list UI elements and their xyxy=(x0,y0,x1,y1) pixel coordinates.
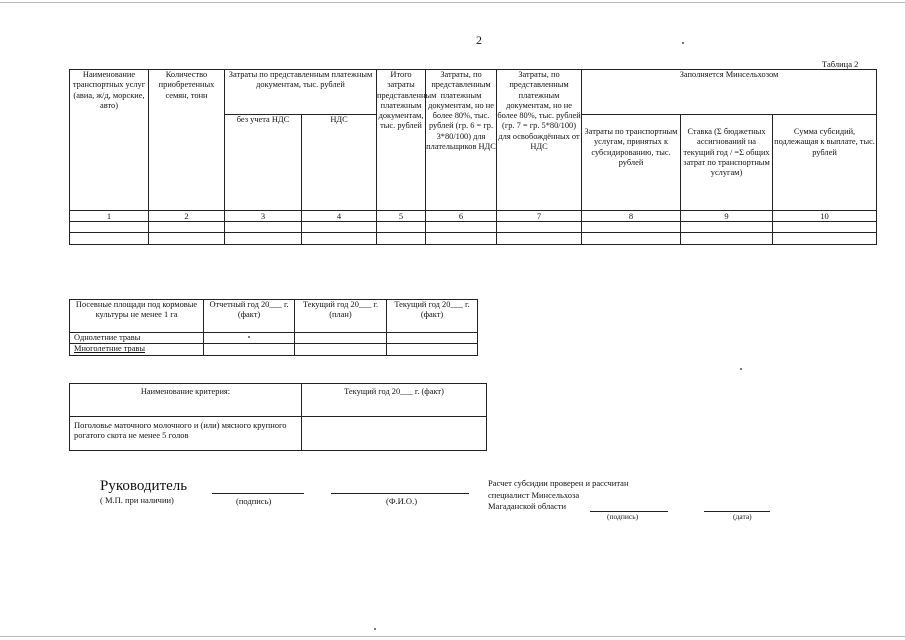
scan-edge-line xyxy=(0,2,905,3)
col-rate: Ставка (Σ бюджетных ассигнований на текущий год / =Σ общих затрат по транспортным услугам) xyxy=(681,115,773,211)
col-current-year-plan: Текущий год 20___ г. (план) xyxy=(295,300,387,333)
check-line: Магаданской области xyxy=(488,501,567,511)
col-current-year-fact: Текущий год 20___ г. (факт) xyxy=(302,384,487,417)
column-number: 7 xyxy=(497,211,582,222)
forage-areas-table xyxy=(69,299,478,356)
column-number: 10 xyxy=(773,211,877,222)
column-number: 2 xyxy=(149,211,225,222)
col-vat: НДС xyxy=(302,115,377,211)
signature-caption: (подпись) xyxy=(236,496,272,506)
check-statement xyxy=(488,478,629,513)
table-row xyxy=(70,233,877,245)
col-group-costs: Затраты по представленным платежным документам, тыс. рублей xyxy=(225,70,377,115)
column-number: 5 xyxy=(377,211,426,222)
table-label: Таблица 2 xyxy=(822,59,859,69)
fio-caption: (Ф.И.О.) xyxy=(386,496,418,506)
table-row xyxy=(70,222,877,233)
scan-speck xyxy=(682,42,684,44)
date-caption: (дата) xyxy=(733,512,752,521)
col-transport-services: Наименование транспортных услуг (авиа, ж/д, морские, авто) xyxy=(70,70,149,211)
col-reporting-year-fact: Отчетный год 20___ г. (факт) xyxy=(204,300,295,333)
column-number: 6 xyxy=(426,211,497,222)
column-number: 8 xyxy=(582,211,681,222)
col-costs-vat-exempt: Затраты, по представленным платежным документам, но не более 80%, тыс. рублей (гр. 7 = гр. 5*80/100) для освобождённых от НДС xyxy=(497,70,582,211)
fio-line xyxy=(331,493,469,494)
col-total-costs: Итого затраты представленным платежным документам, тыс. рублей xyxy=(377,70,426,211)
stamp-note: ( М.П. при наличии) xyxy=(100,495,174,505)
column-number: 9 xyxy=(681,211,773,222)
column-number: 3 xyxy=(225,211,302,222)
specialist-signature-caption: (подпись) xyxy=(607,512,639,521)
col-forage-areas: Посевные площади под кормовые культуры не менее 1 га xyxy=(70,300,204,333)
row-cattle-headcount: Поголовье маточного молочного и (или) мясного крупного рогатого скота не менее 5 голов xyxy=(70,417,302,451)
col-current-year-fact: Текущий год 20___ г. (факт) xyxy=(387,300,478,333)
scan-edge-line-bottom xyxy=(0,636,905,637)
check-line: Расчет субсидии проверен и рассчитан xyxy=(488,478,629,488)
col-seeds-quantity: Количество приобретенных семян, тонн xyxy=(149,70,225,211)
scan-speck xyxy=(374,628,376,630)
row-perennial-grasses: Многолетние травы xyxy=(70,344,204,355)
col-subsidy-sum: Сумма субсидий, подлежащая к выплате, тыс. рублей xyxy=(773,115,877,211)
signature-line xyxy=(212,493,304,494)
col-costs-vat-payers: Затраты, по представленным платежным документам, но не более 80%, тыс. рублей (гр. 6 = гр. 3*80/100) для плательщиков НДС xyxy=(426,70,497,211)
check-line: специалист Минсельхоза xyxy=(488,489,580,500)
col-without-vat: без учета НДС xyxy=(225,115,302,211)
col-group-ministry: Заполняется Минсельхозом xyxy=(582,70,877,115)
scan-speck xyxy=(740,368,742,370)
head-title: Руководитель xyxy=(100,478,188,494)
col-criterion-name: Наименование критерия: xyxy=(70,384,302,417)
row-annual-grasses: Однолетние травы xyxy=(70,333,204,344)
page-number: 2 xyxy=(476,33,482,47)
column-number: 4 xyxy=(302,211,377,222)
col-accepted-costs: Затраты по транспортным услугам, принятых к субсидированию, тыс. рублей xyxy=(582,115,681,211)
transport-costs-table xyxy=(69,69,877,245)
column-number: 1 xyxy=(70,211,149,222)
criteria-table xyxy=(69,383,487,451)
